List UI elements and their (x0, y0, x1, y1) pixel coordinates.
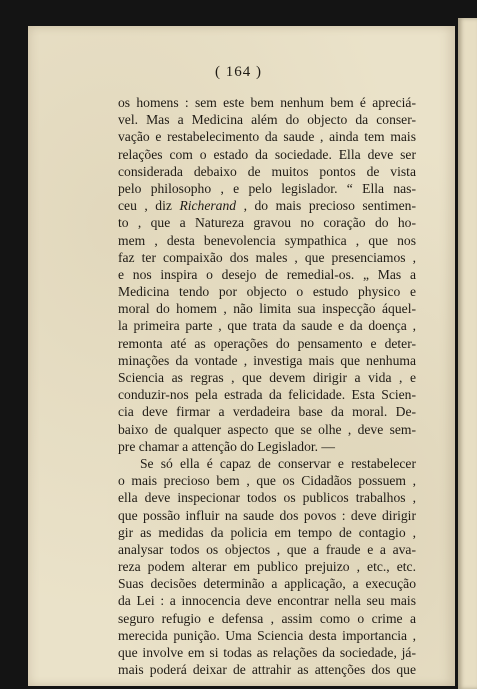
text-line: relações com o estado da sociedade. Ella deve ser (118, 146, 416, 162)
text-line: remonta até as operações do pensamento e deter- (118, 335, 416, 351)
text-line: analysar todos os objectos , que a fraude e a ava- (118, 541, 416, 557)
text-line: da Lei : a innocencia deve encontrar nella seu mais (118, 593, 416, 609)
text-line: minações da vontade , investiga mais que nenhuma (118, 352, 416, 368)
text-line: vel. Mas a Medicina além do objecto da conser- (118, 112, 416, 128)
text-line: Medicina tendo por objecto o estudo physico e (118, 284, 416, 300)
text-line: que involve em si todas as relações da sociedade, já- (118, 645, 416, 660)
text-line: gir as medidas da policia em tempo de contagio , (118, 524, 416, 540)
text-line: pelo philosopho , e pelo legislador. “ Ella nas- (118, 180, 416, 196)
text-line: pre chamar a attenção do Legislador. — (118, 438, 336, 454)
author-name: Richerand (179, 198, 237, 214)
text-line: que possão influir na saude dos povos : deve dirigir (118, 507, 416, 523)
text-line: considerada debaixo de muitos pontos de vista (118, 163, 416, 179)
text-line: vação e restabelecimento da saude , ainda tem mais (118, 129, 416, 145)
text-line: mem , desta benevolencia sympathica , que nos (118, 232, 416, 248)
text-line: os homens : sem este bem nenhum bem é apreciá- (118, 95, 416, 110)
text-line: la primeira parte , que trata da saude e da doença , (118, 318, 416, 334)
text-line: ella deve inspecionar todos os publicos trabalhos , (118, 490, 416, 506)
text-line: Sciencia as regras , que devem dirigir a vida , e (118, 370, 416, 385)
page-number: ( 164 ) (215, 64, 262, 80)
text-line: baixo de qualquer aspecto que se olhe , deve sem- (118, 421, 416, 437)
text-line: cia deve firmar a verdadeira base da moral. De- (118, 404, 416, 420)
text-line: to , que a Natureza gravou no coração do ho- (118, 215, 416, 231)
text-line: merecida punição. Uma Sciencia desta importancia , (118, 627, 416, 643)
adjacent-page-edge (458, 18, 477, 689)
text-line: faz ter compaixão dos males , que presenciamos , (118, 249, 416, 265)
text-line: Se só ella é capaz de conservar e restabelecer (140, 455, 416, 471)
text-line: e nos inspira o desejo de remedial-os. „ Mas a (118, 266, 416, 282)
text-line: conduzir-nos pela estrada da felicidade. Esta Scien- (118, 387, 416, 403)
text-line: o mais precioso bem , que os Cidadãos possuem , (118, 473, 416, 489)
text-line: mais poderá deixar de attrahir as attenções dos que (118, 662, 416, 678)
text-line: moral do homem , não limita sua inspecção áquel- (118, 301, 416, 317)
text-line: reza podem alterar em publico prejuizo , etc., etc. (118, 559, 416, 575)
text-line: seguro refugio e defensa , assim como o crime a (118, 610, 416, 626)
text-line: ceu , diz Richerand , do mais precioso sentimen- (118, 198, 416, 214)
text-line: Suas decisões determinão a applicação, a execução (118, 576, 416, 592)
body-text (118, 94, 416, 678)
